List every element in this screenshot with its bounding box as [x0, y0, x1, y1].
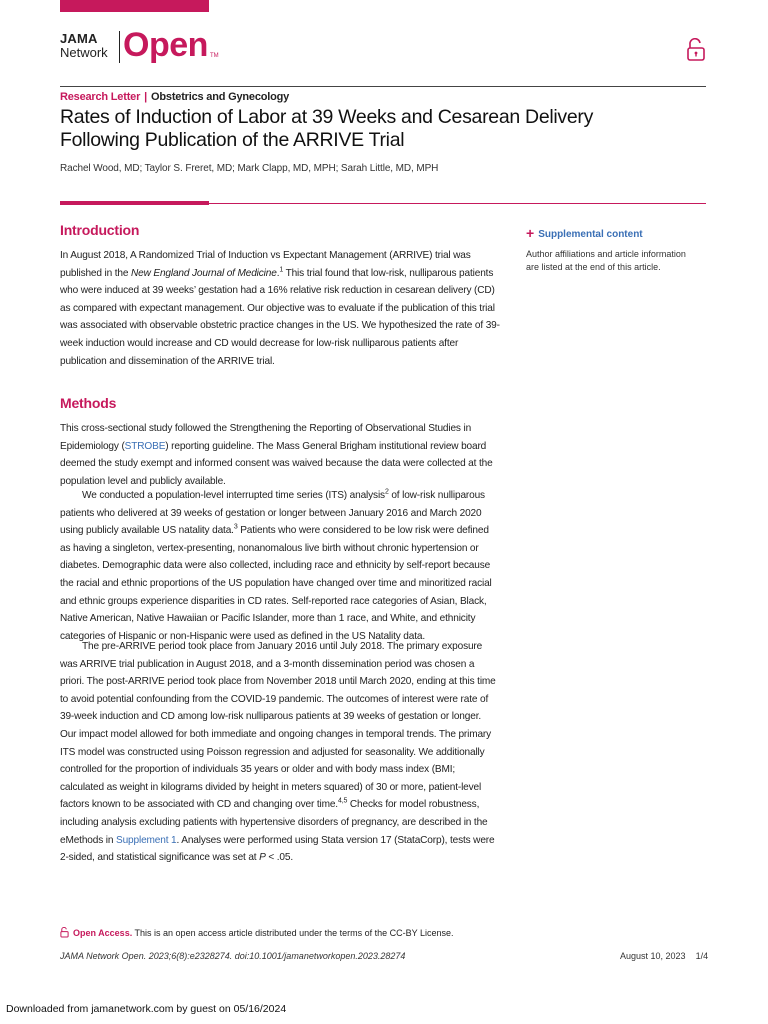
methods-paragraph-1: [60, 420, 500, 490]
open-access-statement: [60, 927, 454, 938]
p-value-symbol: P: [259, 852, 266, 864]
logo-divider: [119, 31, 120, 63]
download-notice: Downloaded from jamanetwork.com by guest on 05/16/2024: [6, 1003, 287, 1015]
plus-icon: +: [526, 225, 535, 241]
supplemental-content-link[interactable]: [526, 225, 643, 241]
intro-text-1: In August 2018, A Randomized Trial of Induction vs Expectant Management (ARRIVE) trial was published in the: [60, 250, 471, 279]
introduction-heading: Introduction: [60, 222, 140, 238]
methods-heading: Methods: [60, 395, 117, 411]
introduction-paragraph: [60, 247, 500, 370]
open-access-icon: [60, 927, 69, 938]
publication-date: August 10, 2023: [620, 951, 686, 961]
supplement-1-link[interactable]: Supplement 1: [116, 834, 177, 846]
methods-paragraph-3: [60, 638, 500, 867]
methods-p3-text-2: Checks for model robustness, including analysis excluding patients with hypertensive disorders of pregnancy, are described in the eMethods in: [60, 799, 488, 846]
methods-p2-text-2: of low-risk nulliparous patients who delivered at 39 weeks of gestation or longer between January 2016 and March 2020 using publicly available US natality data.: [60, 490, 485, 537]
jama-network-open-logo[interactable]: [60, 28, 260, 68]
kicker-separator: |: [144, 91, 148, 103]
article-title: Rates of Induction of Labor at 39 Weeks and Cesarean Delivery Following Publication of the ARRIVE Trial: [60, 106, 594, 151]
intro-text-2: .: [276, 267, 280, 279]
reference-3[interactable]: 3: [233, 523, 238, 531]
header-rule: [60, 86, 706, 87]
methods-p3-text-3: . Analyses were performed using Stata version 17 (StataCorp), tests were 2-sided, and statistical significance was set at: [60, 834, 495, 864]
methods-p2-text-3: Patients who were considered to be low risk were defined as having a singleton, vertex-presenting, nonanomalous live birth without chronic hypertension or diabetes. Demographic data were also collected, including race and ethnicity by self-report because the racial and ethnic proportions of the US population have changed over time and minoritized racial and ethnic groups experience disparities in CD rates. Self-reported race categories of Asian, Black, Native American, Native Hawaiian or Pacific Islander, more than 1 race, and White, and ethnicity categories of Hispanic or non-Hispanic were used as defined in the US Natality data.: [60, 525, 492, 642]
methods-p1-text-1: This cross-sectional study followed the Strengthening the Reporting of Observational Studies in Epidemiology (: [60, 423, 472, 452]
reference-1[interactable]: 1: [279, 266, 284, 274]
methods-p1-text-2: ) reporting guideline. The Mass General Brigham institutional review board deemed the study exempt and informed consent was waived because the data were collected at the population level and publicly available.: [60, 440, 493, 487]
page-number: 1/4: [695, 951, 709, 961]
methods-paragraph-2: [60, 487, 500, 645]
logo-open-text: Open: [123, 26, 208, 64]
reference-4-5[interactable]: 4,5: [337, 797, 348, 805]
section-accent-line: [209, 203, 706, 204]
methods-p2-text-1: We conducted a population-level interrupted time series (ITS) analysis: [82, 490, 385, 501]
article-kicker: [60, 91, 289, 103]
citation-text: JAMA Network Open. 2023;6(8):e2328274. doi:10.1001/jamanetworkopen.2023.28274: [60, 951, 406, 961]
methods-p3-text-4: < .05.: [265, 852, 294, 864]
strobe-link[interactable]: STROBE: [124, 440, 166, 452]
footer-date-page: [620, 951, 708, 961]
logo-network-text: Network: [60, 45, 108, 60]
open-access-lock-icon: [686, 38, 706, 62]
article-section: Obstetrics and Gynecology: [151, 91, 290, 103]
citation: [60, 951, 405, 961]
logo-trademark: TM: [210, 53, 219, 59]
top-accent-bar: [60, 0, 209, 12]
reference-2[interactable]: 2: [384, 488, 389, 496]
author-list: Rachel Wood, MD; Taylor S. Freret, MD; Mark Clapp, MD, MPH; Sarah Little, MD, MPH: [60, 163, 439, 174]
affiliations-note: Author affiliations and article information are listed at the end of this article.: [526, 249, 686, 272]
section-accent-bar: [60, 201, 209, 205]
methods-p3-text-1: The pre-ARRIVE period took place from January 2016 until July 2018. The primary exposure was ARRIVE trial publication in August 2018, and a 3-month dissemination period was chosen a priori. The post-ARRIVE period took place from November 2018 until March 2020, ending at this time to avoid potential confounding from the COVID-19 pandemic. The outcomes of interest were rate of 39-week induction and CD among low-risk nulliparous patients at 39 weeks of gestation or longer. Our impact model allowed for both immediate and ongoing changes in temporal trends. The primary ITS model was constructed using Poisson regression and adjusted for seasonality. We additionally controlled for the proportion of individuals 35 years or older and with body mass index (BMI; calculated as weight in kilograms divided by height in meters squared) of 30 or more, patient-level factors known to be associated with CD and changing over time.: [60, 641, 496, 811]
open-access-text: This is an open access article distributed under the terms of the CC-BY License.: [132, 928, 454, 938]
article-type: Research Letter: [60, 91, 141, 103]
supplemental-label: Supplemental content: [538, 229, 643, 240]
journal-name: New England Journal of Medicine: [130, 267, 277, 279]
open-access-label: Open Access.: [73, 928, 133, 938]
logo-jama-text: JAMA: [60, 31, 98, 46]
intro-text-3: This trial found that low-risk, nulliparous patients who were induced at 39 weeks’ gestation had a 16% relative risk reduction in cesarean delivery (CD) as compared with expectant management. Our objective was to evaluate if the publication of this trial was associated with observable obstetric practice changes in the US. We hypothesized the rate of 39-week induction would increase and CD would decrease for low-risk nulliparous patients after publication and dissemination of the ARRIVE trial.: [60, 267, 500, 367]
